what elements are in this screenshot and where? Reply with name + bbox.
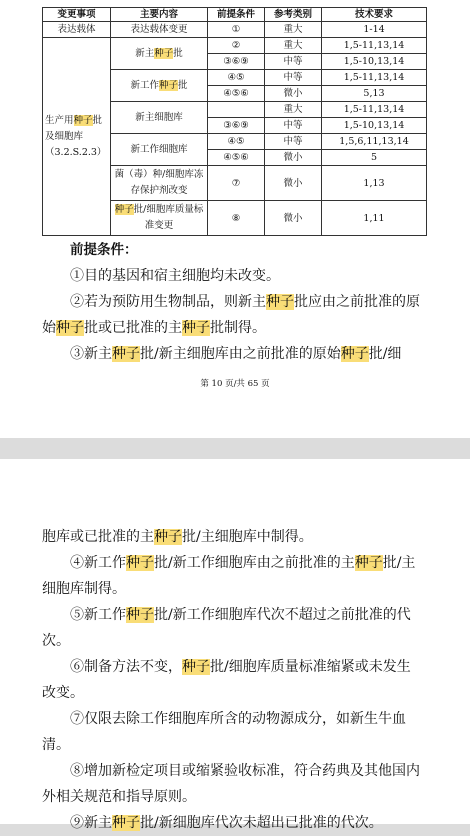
cell-content: 表达载体变更 — [111, 22, 208, 38]
text: ⑥制备方法不变， — [70, 659, 182, 675]
header-reference-category: 参考类别 — [265, 8, 322, 22]
cell-requirement: 1,13 — [322, 166, 427, 201]
text: 批/新细胞库代次未超出已批准的代次。 — [140, 815, 383, 831]
text: ②若为预防用生物制品，则新主 — [70, 294, 266, 310]
highlight: 种子 — [112, 346, 140, 362]
cell-content-new-working-bank: 新工作细胞库 — [111, 134, 208, 166]
cell-content-quality-standard — [111, 201, 208, 236]
text: ⑨新主 — [70, 815, 112, 831]
page-number: 第 10 页/共 65 页 — [200, 379, 270, 389]
text: ⑤新工作 — [70, 607, 126, 623]
preconditions-continued — [42, 524, 422, 836]
cell-category: 重大 — [265, 38, 322, 54]
cell-condition: ⑦ — [208, 166, 265, 201]
highlight: 种子 — [182, 659, 210, 675]
text: 批制得。 — [210, 320, 266, 336]
cell-category: 重大 — [265, 102, 322, 118]
highlight: 种子 — [112, 815, 140, 831]
text: 批 — [173, 48, 183, 59]
cell-condition: ④⑤ — [208, 70, 265, 86]
cell-category: 重大 — [265, 22, 322, 38]
paragraph-condition-4 — [42, 550, 422, 602]
highlight: 种子 — [114, 204, 134, 215]
cell-category: 微小 — [265, 166, 322, 201]
cell-condition: ① — [208, 22, 265, 38]
cell-category: 中等 — [265, 54, 322, 70]
cell-category: 微小 — [265, 150, 322, 166]
table-row — [43, 22, 427, 38]
cell-category: 微小 — [265, 86, 322, 102]
paragraph-condition-5 — [42, 602, 422, 654]
cell-condition: ③⑥⑨ — [208, 54, 265, 70]
cell-condition — [208, 102, 265, 118]
cell-condition: ③⑥⑨ — [208, 118, 265, 134]
highlight: 种子 — [354, 555, 383, 571]
cell-requirement: 1,5-10,13,14 — [322, 118, 427, 134]
text: 批/新工作细胞库代次不超过之前批准的代次。 — [42, 607, 411, 649]
paragraph-condition-2 — [42, 289, 422, 341]
header-precondition: 前提条件 — [208, 8, 265, 22]
preconditions-section — [42, 237, 422, 367]
cell-requirement: 1,5,6,11,13,14 — [322, 134, 427, 150]
cell-requirement: 1,5-11,13,14 — [322, 102, 427, 118]
text: 批及细胞库（3.2.S.2.3） — [45, 114, 107, 158]
cell-category: 中等 — [265, 70, 322, 86]
table-header-row — [43, 8, 427, 22]
cell-condition: ⑧ — [208, 201, 265, 236]
cell-condition: ④⑤ — [208, 134, 265, 150]
header-main-content: 主要内容 — [111, 8, 208, 22]
cell-category: 微小 — [265, 201, 322, 236]
text: 批或已批准的主 — [84, 320, 182, 336]
change-requirements-table — [42, 7, 427, 236]
text: 胞库或已批准的主 — [42, 529, 154, 545]
highlight: 种子 — [182, 320, 210, 336]
cell-condition: ④⑤⑥ — [208, 86, 265, 102]
cell-item: 表达载体 — [43, 22, 111, 38]
cell-content-cryoprotectant: 菌（毒）种/细胞库冻存保护剂改变 — [111, 166, 208, 201]
cell-requirement: 1-14 — [322, 22, 427, 38]
paragraph-condition-6 — [42, 654, 422, 706]
cell-requirement: 1,5-11,13,14 — [322, 70, 427, 86]
cell-content-new-master-seed — [111, 38, 208, 70]
highlight: 种子 — [340, 346, 369, 362]
paragraph-condition-8: ⑧增加新检定项目或缩紧验收标准，符合药典及其他国内外相关规范和指导原则。 — [42, 763, 420, 805]
text: 批/主细胞库制得。 — [42, 555, 416, 597]
cell-requirement: 1,5-11,13,14 — [322, 38, 427, 54]
highlight: 种子 — [158, 80, 178, 91]
cell-category: 中等 — [265, 134, 322, 150]
text: ③新主 — [70, 346, 112, 362]
highlight: 种子 — [56, 320, 84, 336]
cell-requirement: 1,5-10,13,14 — [322, 54, 427, 70]
paragraph-condition-1: ①目的基因和宿主细胞均未改变。 — [70, 268, 280, 284]
cell-content-new-working-seed — [111, 70, 208, 102]
text: 新主 — [135, 48, 155, 59]
highlight: 种子 — [73, 114, 93, 126]
cell-content-new-master-bank: 新主细胞库 — [111, 102, 208, 134]
paragraph-condition-3-cont — [42, 524, 422, 550]
text: 批/细胞库质量标准缩紧或未发生改变。 — [42, 659, 411, 701]
paragraph-condition-9 — [42, 810, 422, 836]
text: 批应由之前批准的原始 — [42, 294, 420, 336]
highlight: 种子 — [126, 555, 154, 571]
text: 批/主细胞库中制得。 — [182, 529, 313, 545]
cell-condition: ④⑤⑥ — [208, 150, 265, 166]
highlight: 种子 — [126, 607, 154, 623]
header-technical-requirement: 技术要求 — [322, 8, 427, 22]
cell-requirement: 5 — [322, 150, 427, 166]
paragraph-condition-3 — [42, 341, 422, 367]
page-gap — [0, 438, 470, 459]
cell-category: 中等 — [265, 118, 322, 134]
table-row — [43, 38, 427, 54]
document-page-11 — [0, 459, 470, 831]
text: 生产用 — [45, 114, 74, 126]
cell-condition: ② — [208, 38, 265, 54]
text: 批/新主细胞库由之前批准的原始 — [140, 346, 341, 362]
cell-item-seed-bank — [43, 38, 111, 236]
highlight: 种子 — [154, 529, 182, 545]
text: 批 — [178, 80, 188, 91]
text: ④新工作 — [70, 555, 126, 571]
paragraph-condition-7: ⑦仅限去除工作细胞库所含的动物源成分，如新生牛血清。 — [42, 711, 406, 753]
text: 批/新工作细胞库由之前批准的主 — [154, 555, 355, 571]
highlight: 种子 — [266, 294, 294, 310]
header-change-item: 变更事项 — [43, 8, 111, 22]
text: 批/细 — [368, 346, 402, 362]
cell-requirement: 5,13 — [322, 86, 427, 102]
cell-requirement: 1,11 — [322, 201, 427, 236]
preconditions-heading: 前提条件： — [70, 242, 138, 258]
text: 批/细胞库质量标准变更 — [133, 204, 204, 231]
text: 新工作 — [130, 80, 159, 91]
highlight: 种子 — [154, 48, 174, 59]
